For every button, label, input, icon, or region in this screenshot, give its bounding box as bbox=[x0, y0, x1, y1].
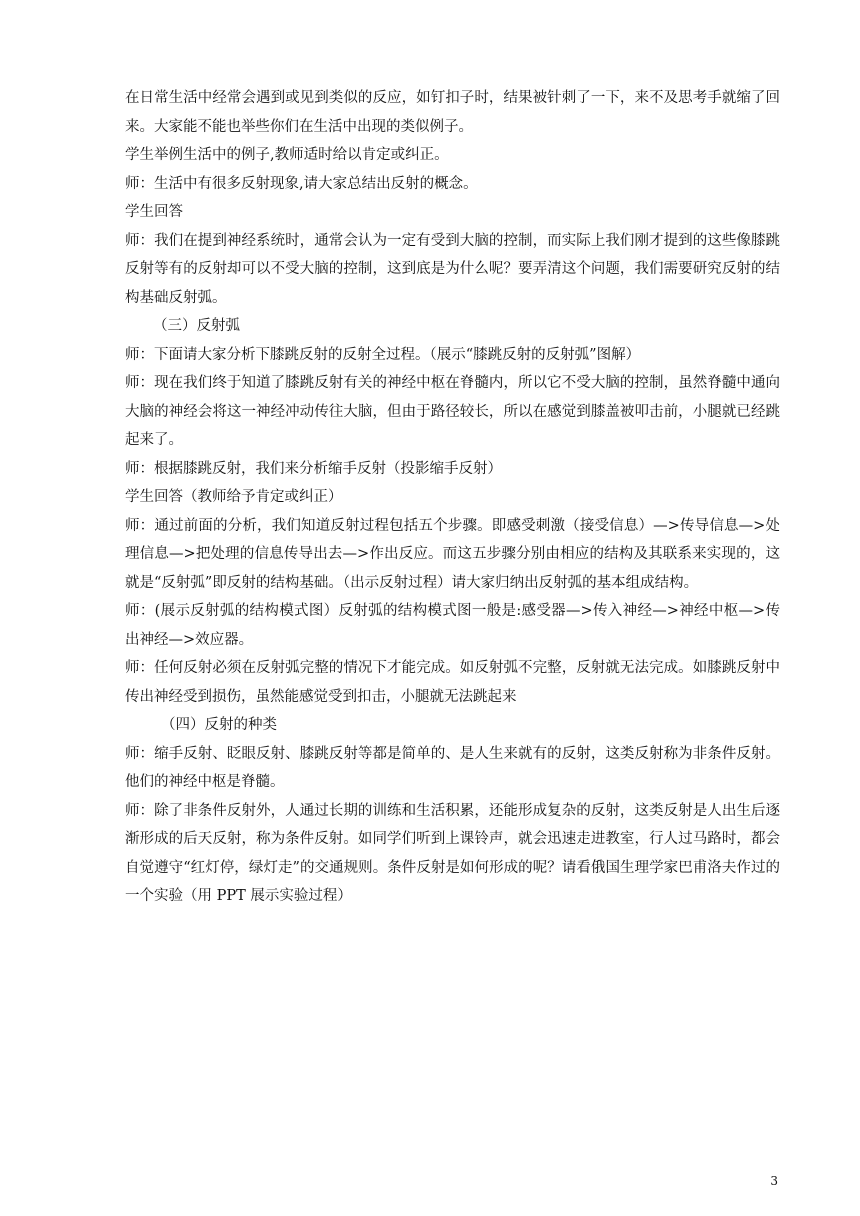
paragraph: 师：任何反射必须在反射弧完整的情况下才能完成。如反射弧不完整，反射就无法完成。如膝跳反射中传出神经受到损伤，虽然能感觉受到扣击，小腿就无法跳起来 bbox=[125, 660, 780, 705]
paragraph: 师：除了非条件反射外，人通过长期的训练和生活积累，还能形成复杂的反射，这类反射是人出生后逐渐形成的后天反射，称为条件反射。如同学们听到上课铃声，就会迅速走进教室，行人过马路时，都会自觉遵守“红灯停，绿灯走”的交通规则。条件反射是如何形成的呢？请看俄国生理学家巴甫洛夫作过的一个实验（用 PPT 展示实验过程） bbox=[125, 802, 780, 904]
paragraph: 学生举例生活中的例子,教师适时给以肯定或纠正。 bbox=[125, 147, 449, 163]
section-heading-reflex-types: （四）反射的种类 bbox=[161, 717, 277, 733]
paragraph: 师：现在我们终于知道了膝跳反射有关的神经中枢在脊髓内，所以它不受大脑的控制，虽然脊髓中通向大脑的神经会将这一神经冲动传往大脑，但由于路径较长，所以在感觉到膝盖被叩击前，小腿就已经跳起来了。 bbox=[125, 375, 780, 448]
paragraph: 师：生活中有很多反射现象,请大家总结出反射的概念。 bbox=[125, 175, 478, 192]
paragraph: 学生回答（教师给予肯定或纠正） bbox=[125, 489, 343, 505]
section-heading-reflex-arc: （三）反射弧 bbox=[153, 318, 240, 334]
page-body bbox=[125, 84, 780, 911]
paragraph: 师：缩手反射、眨眼反射、膝跳反射等都是简单的、是人生来就有的反射，这类反射称为非条件反射。他们的神经中枢是脊髓。 bbox=[125, 745, 780, 790]
paragraph: 师：(展示反射弧的结构模式图）反射弧的结构模式图一般是:感受器—>传入神经—>神经中枢—>传出神经—>效应器。 bbox=[125, 603, 780, 648]
paragraph: 学生回答 bbox=[125, 204, 183, 220]
paragraph: 在日常生活中经常会遇到或见到类似的反应，如钉扣子时，结果被针刺了一下，来不及思考手就缩了回来。大家能不能也举些你们在生活中出现的类似例子。 bbox=[125, 90, 780, 135]
paragraph: 师：通过前面的分析，我们知道反射过程包括五个步骤。即感受刺激（接受信息）—>传导信息—>处理信息—>把处理的信息传导出去—>作出反应。而这五步骤分别由相应的结构及其联系来实现的，这就是“反射弧”即反射的结构基础。（出示反射过程）请大家归纳出反射弧的基本组成结构。 bbox=[125, 517, 780, 591]
paragraph: 师：下面请大家分析下膝跳反射的反射全过程。（展示“膝跳反射的反射弧”图解） bbox=[125, 346, 641, 363]
paragraph: 师：我们在提到神经系统时，通常会认为一定有受到大脑的控制，而实际上我们刚才提到的这些像膝跳反射等有的反射却可以不受大脑的控制，这到底是为什么呢？要弄清这个问题，我们需要研究反射的结构基础反射弧。 bbox=[125, 232, 780, 306]
paragraph: 师：根据膝跳反射，我们来分析缩手反射（投影缩手反射） bbox=[125, 460, 502, 477]
page-number: 3 bbox=[770, 1174, 778, 1188]
